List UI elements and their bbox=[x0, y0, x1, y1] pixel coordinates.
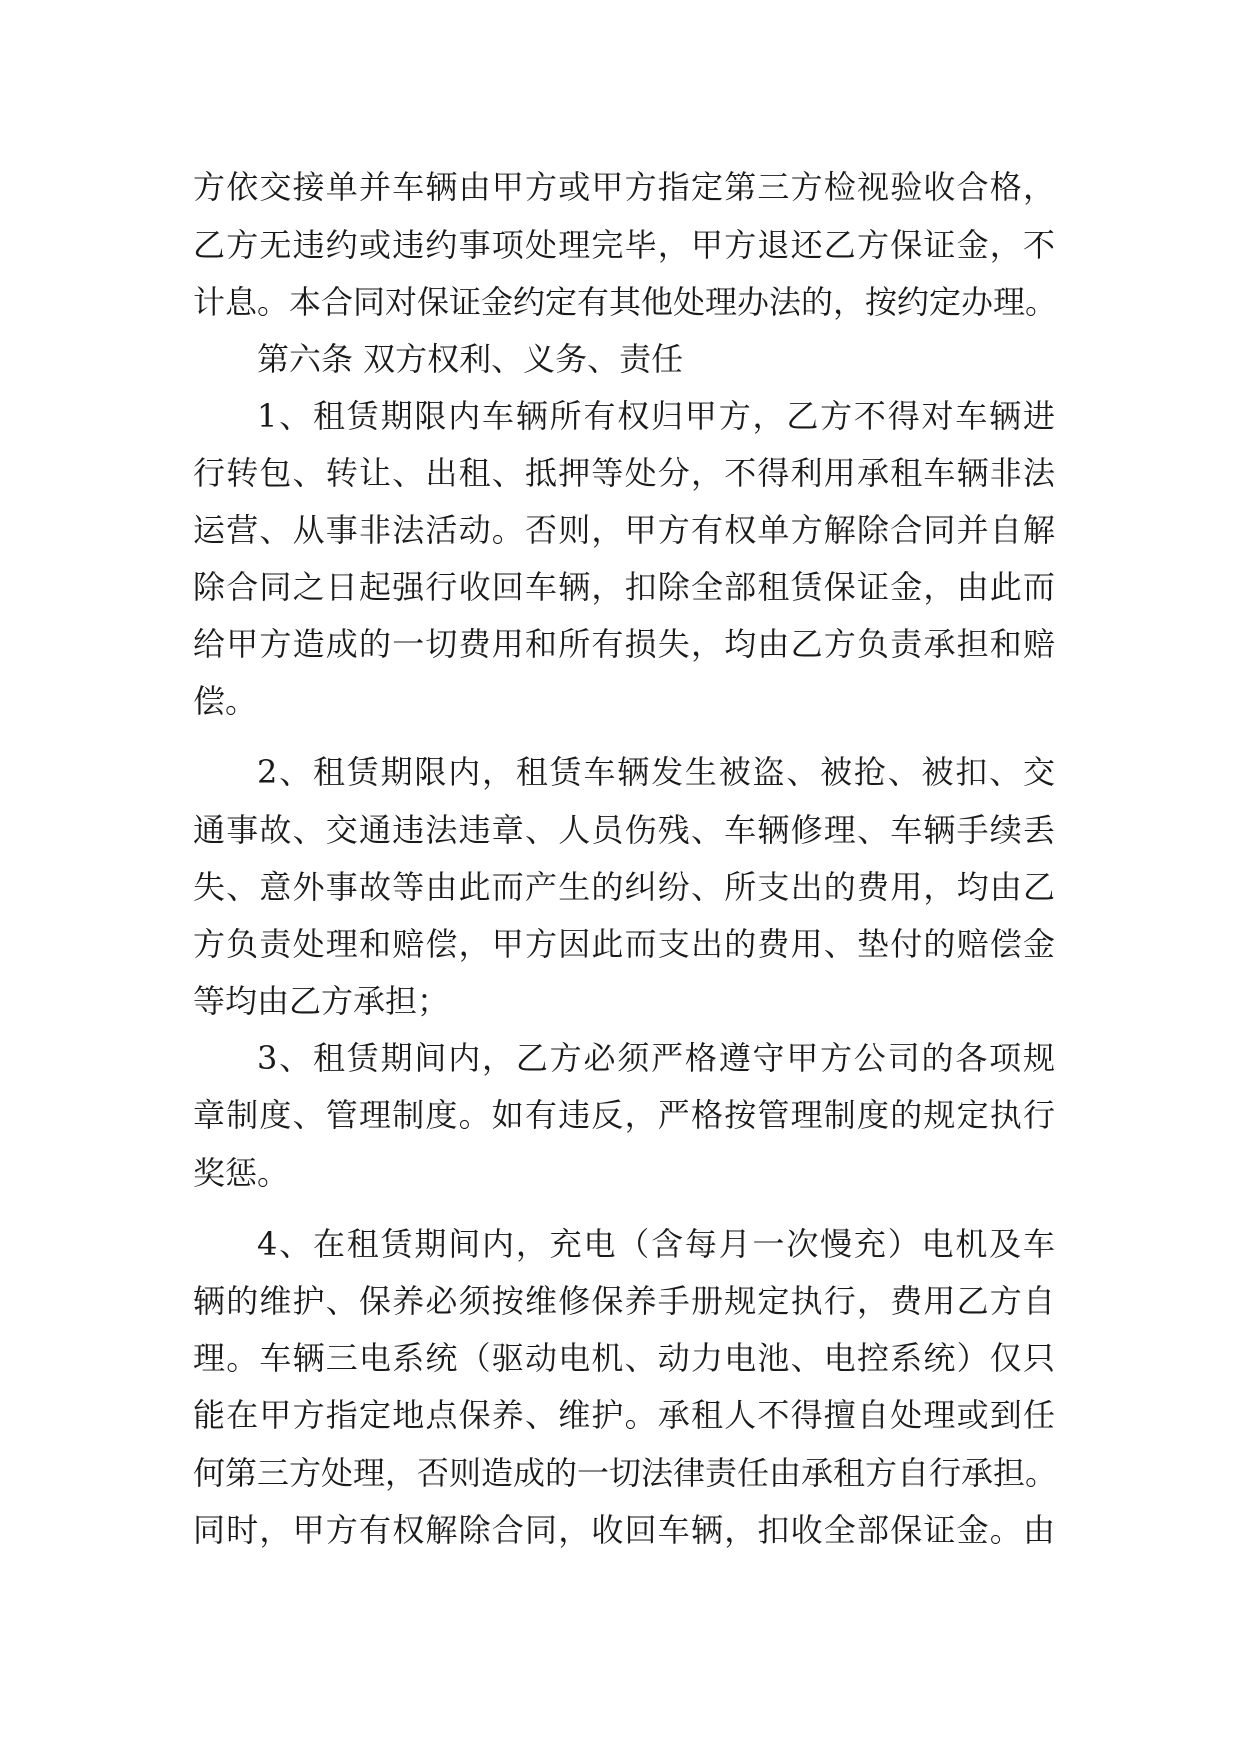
text-line: 能在甲方指定地点保养、维护。承租人不得擅自处理或到任 bbox=[193, 1396, 1055, 1434]
text-line: 行转包、转让、出租、抵押等处分，不得利用承租车辆非法 bbox=[193, 454, 1055, 492]
text-line: 奖惩。 bbox=[193, 1154, 290, 1192]
text-line: 失、意外事故等由此而产生的纠纷、所支出的费用，均由乙 bbox=[193, 868, 1055, 906]
text-line: 偿。 bbox=[193, 682, 258, 720]
text-line: 通事故、交通违法违章、人员伤残、车辆修理、车辆手续丢 bbox=[193, 811, 1055, 849]
text-line: 方负责处理和赔偿，甲方因此而支出的费用、垫付的赔偿金 bbox=[193, 925, 1055, 963]
text-line: 给甲方造成的一切费用和所有损失，均由乙方负责承担和赔 bbox=[193, 625, 1055, 663]
text-line: 何第三方处理，否则造成的一切法律责任由承租方自行承担。 bbox=[193, 1454, 1058, 1492]
text-line: 计息。本合同对保证金约定有其他处理办法的，按约定办理。 bbox=[193, 283, 1058, 321]
text-line: 同时，甲方有权解除合同，收回车辆，扣收全部保证金。由 bbox=[193, 1511, 1055, 1549]
text-line: 运营、从事非法活动。否则，甲方有权单方解除合同并自解 bbox=[193, 511, 1055, 549]
text-line: 1、租赁期限内车辆所有权归甲方，乙方不得对车辆进 bbox=[257, 397, 1055, 435]
text-line: 等均由乙方承担； bbox=[193, 982, 450, 1020]
text-line: 理。车辆三电系统（驱动电机、动力电池、电控系统）仅只 bbox=[193, 1339, 1055, 1377]
text-line: 辆的维护、保养必须按维修保养手册规定执行，费用乙方自 bbox=[193, 1282, 1055, 1320]
text-line: 章制度、管理制度。如有违反，严格按管理制度的规定执行 bbox=[193, 1096, 1055, 1134]
text-line: 4、在租赁期间内，充电（含每月一次慢充）电机及车 bbox=[257, 1225, 1055, 1263]
section-heading: 第六条 双方权利、义务、责任 bbox=[257, 340, 684, 378]
text-line: 除合同之日起强行收回车辆，扣除全部租赁保证金，由此而 bbox=[193, 568, 1055, 606]
text-line: 3、租赁期间内，乙方必须严格遵守甲方公司的各项规 bbox=[257, 1039, 1055, 1077]
text-line: 2、租赁期限内，租赁车辆发生被盗、被抢、被扣、交 bbox=[257, 753, 1055, 791]
text-line: 乙方无违约或违约事项处理完毕，甲方退还乙方保证金，不 bbox=[193, 226, 1055, 264]
text-line: 方依交接单并车辆由甲方或甲方指定第三方检视验收合格， bbox=[193, 168, 1055, 206]
